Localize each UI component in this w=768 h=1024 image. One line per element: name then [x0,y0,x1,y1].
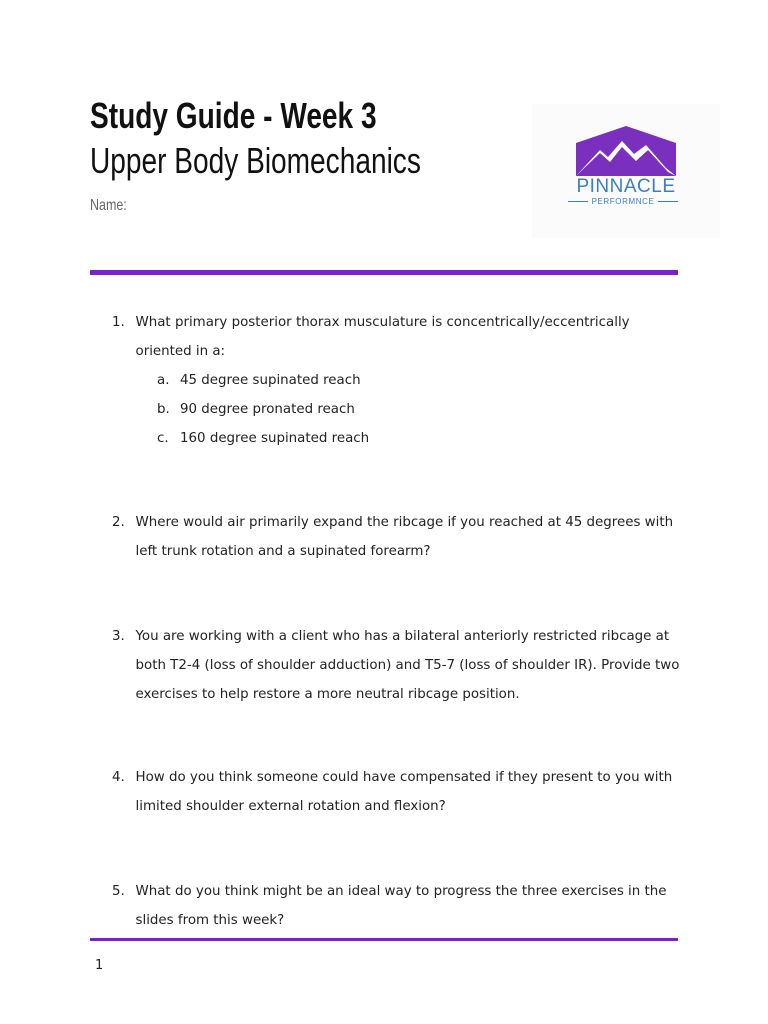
page-number: 1 [95,958,104,973]
question-number: 5. [112,884,125,899]
question-text: You are working with a client who has a bilateral anteriorly restricted ribcage at both T2-4 (loss of shoulder adduction) and T5-7 (loss of shoulder IR). Provide two exercises to help restore a more neutral ribcage position. [135,629,680,702]
pinnacle-logo [532,104,720,238]
logo-tagline [568,195,678,207]
subitem-letter: c. [157,431,169,446]
question-text: What do you think might be an ideal way to progress the three exercises in the slides from this week? [135,884,667,928]
question-text: Where would air primarily expand the ribcage if you reached at 45 degrees with left trunk rotation and a supinated forearm? [135,515,674,559]
question-text: What primary posterior thorax musculature is concentrically/eccentrically oriented in a: [135,315,630,359]
question-number: 4. [112,770,125,785]
subitem-letter: b. [157,402,170,417]
logo-wordmark: PINNACLE [576,176,676,197]
question-5 [112,877,682,935]
logo-tagline-text: PERFORMNCE [591,196,655,206]
question-1-subitem-a [157,366,361,395]
question-1-subitem-c [157,424,369,453]
subitem-text: 45 degree supinated reach [180,373,361,388]
question-2 [112,508,682,566]
name-label: Name: [90,197,127,214]
question-number: 2. [112,515,125,530]
subitem-text: 90 degree pronated reach [180,402,355,417]
logo-tagline-rule-right [658,201,678,202]
logo-tagline-rule-left [568,201,588,202]
mountain-icon [570,126,682,176]
page-title: Study Guide - Week 3 [90,95,377,136]
footer-divider [90,938,678,941]
question-4 [112,763,682,821]
question-number: 1. [112,315,125,330]
page-subtitle: Upper Body Biomechanics [90,140,421,181]
question-3 [112,622,682,709]
subitem-text: 160 degree supinated reach [180,431,370,446]
question-number: 3. [112,629,125,644]
question-text: How do you think someone could have compensated if they present to you with limited shoulder external rotation and flexion? [135,770,673,814]
subitem-letter: a. [157,373,170,388]
question-1 [112,308,682,366]
question-1-subitem-b [157,395,355,424]
header-divider [90,270,678,275]
